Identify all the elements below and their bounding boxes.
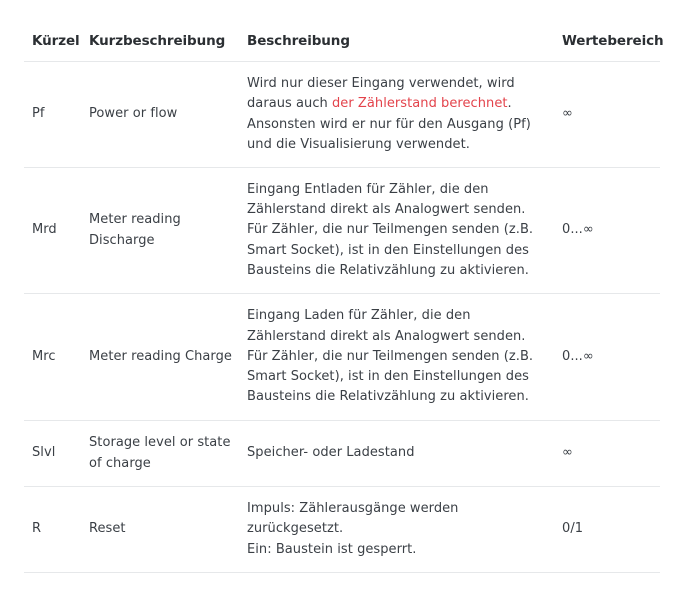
cell-description: Eingang Entladen für Zähler, die den Zählerstand direkt als Analogwert senden. Für Zähler, die nur Teilmengen senden (z.B. Smart Socket), ist in den Einstellungen des Bausteins die Relativzählung zu aktivieren. bbox=[239, 168, 554, 294]
parameter-table-container bbox=[24, 20, 664, 573]
table-row bbox=[24, 62, 660, 168]
header-row bbox=[24, 20, 660, 62]
description-text: . Ansonsten wird er nur für den Ausgang (Pf) und die Visualisierung verwendet. bbox=[247, 96, 531, 152]
parameter-table bbox=[24, 20, 664, 573]
cell-abbreviation: Pf bbox=[24, 62, 81, 168]
cell-value-range: ∞ bbox=[554, 62, 660, 168]
cell-description bbox=[239, 487, 554, 573]
header-abbreviation: Kürzel bbox=[24, 20, 81, 62]
cell-short-description: Reset bbox=[81, 487, 239, 573]
cell-short-description: Power or flow bbox=[81, 62, 239, 168]
cell-value-range: 0...∞ bbox=[554, 294, 660, 421]
description-line: Impuls: Zählerausgänge werden zurückgesetzt. bbox=[247, 501, 459, 537]
meter-reading-link[interactable]: der Zählerstand berechnet bbox=[332, 96, 508, 112]
header-short-description: Kurzbeschreibung bbox=[81, 20, 239, 62]
table-row bbox=[24, 487, 660, 573]
cell-description: Speicher- oder Ladestand bbox=[239, 421, 554, 487]
header-value-range: Wertebereich bbox=[554, 20, 660, 62]
table-header bbox=[24, 20, 664, 62]
description-line: Ein: Baustein ist gesperrt. bbox=[247, 541, 417, 557]
cell-description: Eingang Laden für Zähler, die den Zählerstand direkt als Analogwert senden. Für Zähler, die nur Teilmengen senden (z.B. Smart Socket), ist in den Einstellungen des Bausteins die Relativzählung zu aktivieren. bbox=[239, 294, 554, 421]
cell-value-range: 0/1 bbox=[554, 487, 660, 573]
cell-abbreviation: Slvl bbox=[24, 421, 81, 487]
table-body bbox=[24, 62, 660, 573]
table-row bbox=[24, 294, 660, 421]
cell-abbreviation: Mrc bbox=[24, 294, 81, 421]
header-description: Beschreibung bbox=[239, 20, 554, 62]
cell-value-range: 0...∞ bbox=[554, 168, 660, 294]
table-row bbox=[24, 168, 660, 294]
description-text: Wird nur dieser Eingang verwendet, wird daraus auch bbox=[247, 75, 515, 112]
cell-short-description: Meter reading Discharge bbox=[81, 168, 239, 294]
cell-description bbox=[239, 62, 554, 168]
cell-short-description: Storage level or state of charge bbox=[81, 421, 239, 487]
cell-abbreviation: Mrd bbox=[24, 168, 81, 294]
cell-abbreviation: R bbox=[24, 487, 81, 573]
table-row bbox=[24, 421, 660, 487]
cell-value-range: ∞ bbox=[554, 421, 660, 487]
cell-short-description: Meter reading Charge bbox=[81, 294, 239, 421]
